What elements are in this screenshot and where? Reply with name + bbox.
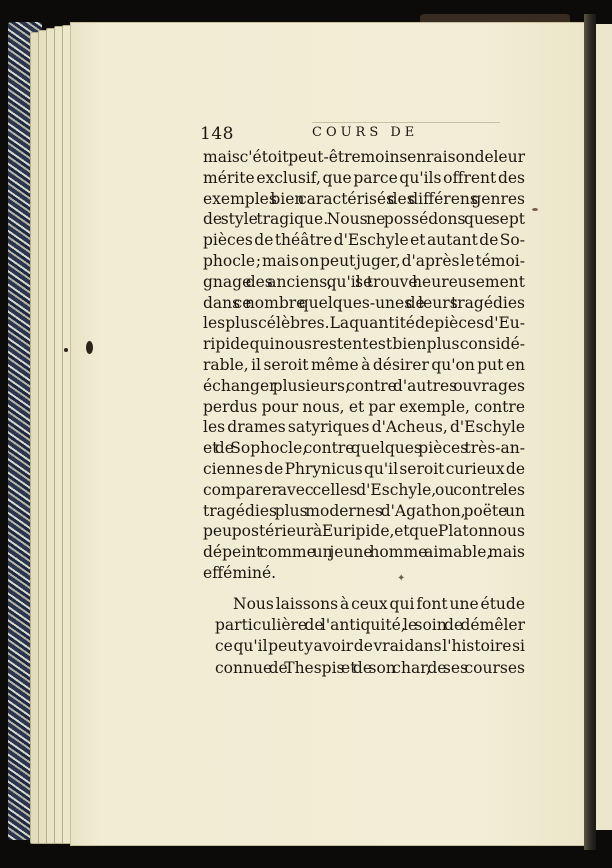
- page-header: [200, 124, 500, 144]
- text-line: efféminé.: [203, 564, 277, 582]
- text-line: tragédies plus modernes d'Agathon, poëte un: [203, 501, 525, 520]
- text-line: rable, il seroit même à désirer qu'on put en: [203, 356, 525, 374]
- text-line-paragraph-2: Nous laissons à ceux qui font une étude: [233, 595, 525, 613]
- text-line: dans ce nombre quelques-unes de leurs tragédies: [203, 293, 525, 312]
- text-line: de style tragique. Nous ne possédons que sept: [203, 210, 525, 229]
- text-line: les plus célèbres. La quantité de pièces d'Eu-: [203, 314, 525, 333]
- page-number: 148: [200, 124, 234, 144]
- header-rule: [312, 122, 500, 123]
- text-line-paragraph-2: particulière de l'antiquité, le soin de démêler: [215, 616, 525, 635]
- text-line: mérite exclusif, que parce qu'ils offrent des: [203, 168, 526, 187]
- text-line: phocle ; mais on peut juger, d'après le témoi-: [203, 252, 525, 270]
- text-line: peu postérieur à Euripide, et que Platon nous: [203, 522, 525, 541]
- ink-blot: [86, 341, 93, 354]
- text-line-paragraph-2: connue de Thespis et de son char, de ses courses: [215, 658, 525, 677]
- text-line: les drames satyriques d'Acheus, d'Eschyle: [203, 418, 525, 437]
- text-line: gnage des anciens, qu'il se trouve heureusement: [203, 272, 525, 291]
- text-line: dépeint comme un jeune homme aimable, mais: [203, 543, 525, 562]
- text-line: ciennes de Phrynicus qu'il seroit curieux de: [203, 460, 525, 478]
- ornament-mark: ✦: [397, 573, 406, 584]
- text-line-paragraph-2: ce qu'il peut y avoir de vrai dans l'histoire si: [215, 637, 525, 656]
- ink-speck: [532, 208, 538, 211]
- ink-speck: [64, 348, 68, 352]
- text-line: comparer avec celles d'Eschyle, ou contre les: [203, 480, 525, 499]
- text-line: exemples bien caractérisés des différens genres: [203, 189, 525, 208]
- text-line: pièces de théâtre d'Eschyle et autant de So-: [203, 231, 525, 250]
- running-head: COURS DE: [312, 125, 419, 140]
- text-line: et de Sophocle, contre quelques pièces très-an-: [203, 439, 525, 458]
- text-line: mais c'étoit peut-être moins en raison de leur: [203, 148, 525, 166]
- text-line: perdus pour nous, et par exemple, contre: [203, 397, 525, 416]
- facing-page-edge: [596, 24, 612, 830]
- text-line: échanger plusieurs, contre d'autres ouvrages: [203, 376, 525, 395]
- book-gutter: [584, 14, 596, 850]
- text-line: ripide qui nous restent est bien plus considé-: [203, 335, 525, 354]
